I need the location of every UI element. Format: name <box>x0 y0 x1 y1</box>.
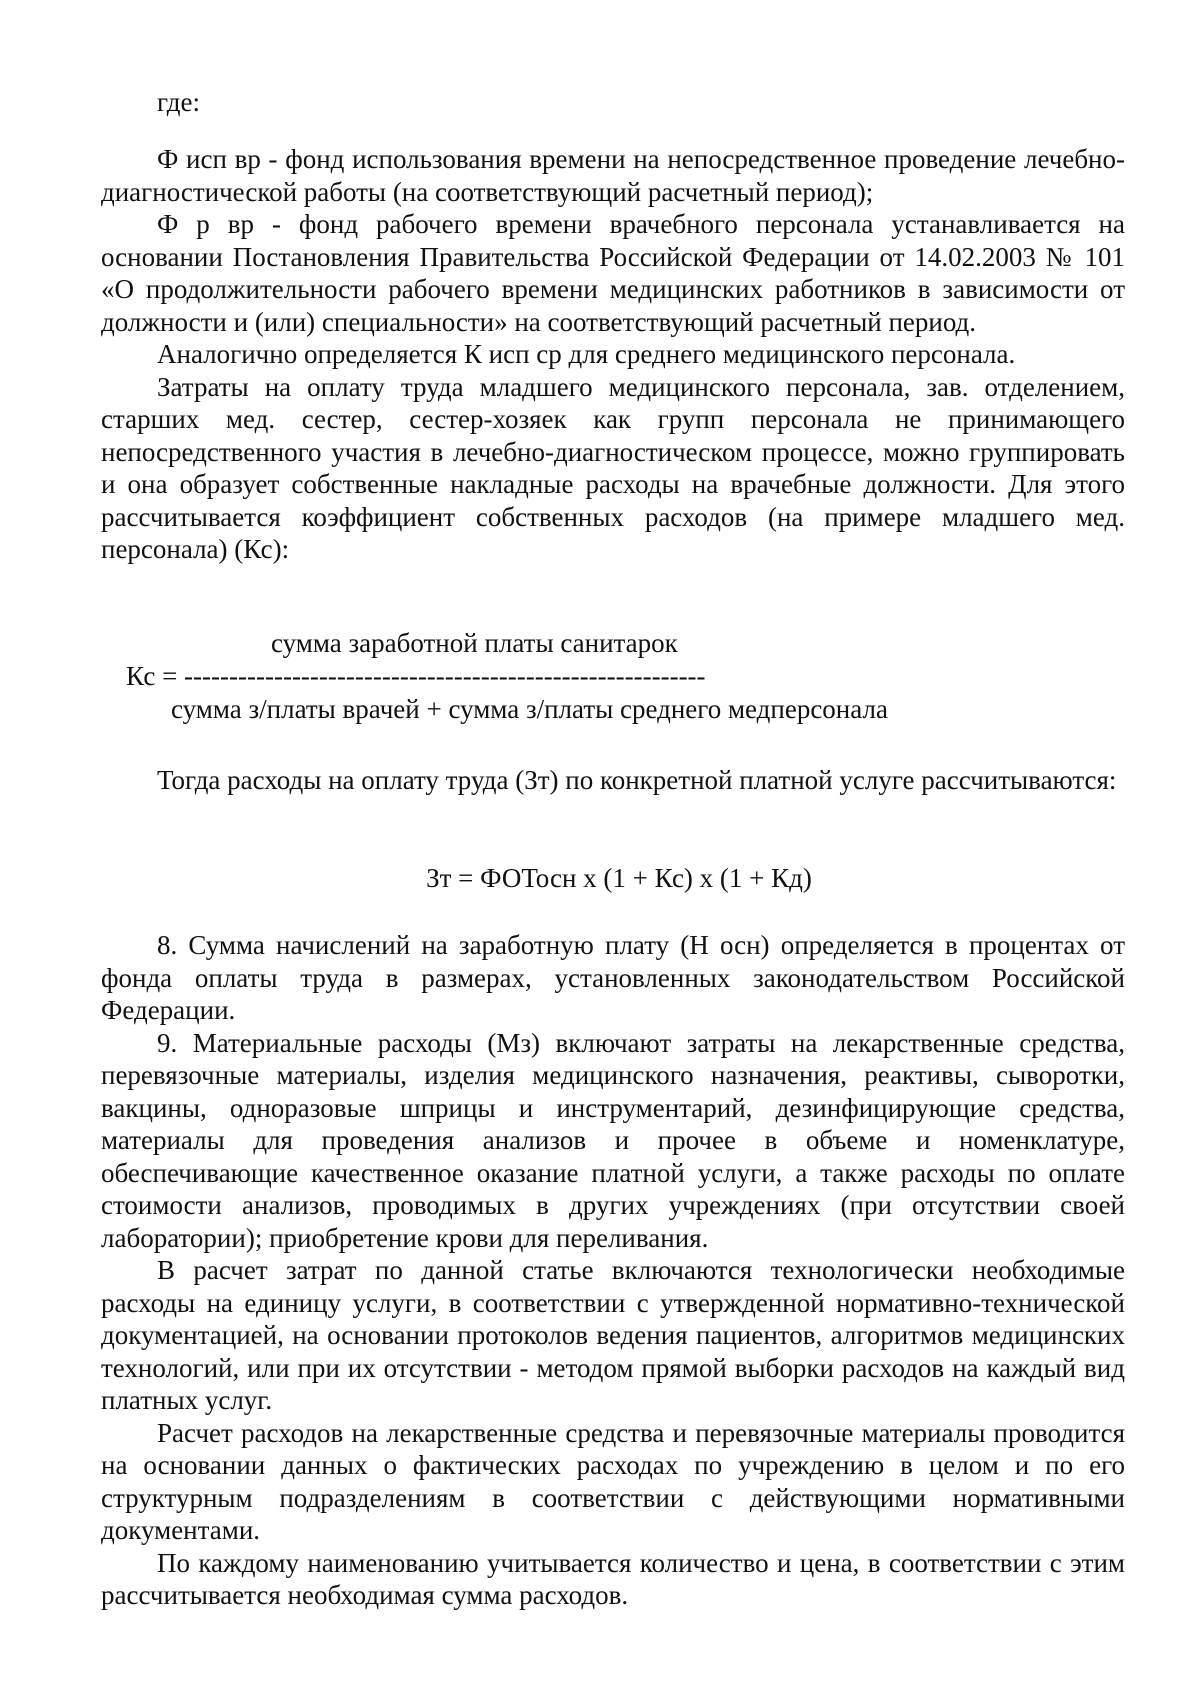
paragraph-item-8: 8. Сумма начислений на заработную плату (Н осн) определяется в процентах от фонда оплаты труда в размерах, установленных законодательством Российской Федерации. <box>101 930 1125 1025</box>
paragraph-k-isp-sr: Аналогично определяется К исп ср для среднего медицинского персонала. <box>157 339 1016 369</box>
fraction-denominator: сумма з/платы врачей + сумма з/платы среднего медперсонала <box>171 694 888 724</box>
zt-formula <box>101 862 1125 895</box>
fraction-line: Кс = ---------------------------------------------------------- <box>126 661 706 691</box>
zt-formula-text: Зт = ФОТосн х (1 + Кс) х (1 + Кд) <box>426 863 812 893</box>
then-paragraph-block <box>101 764 1125 797</box>
paragraph-then: Тогда расходы на оплату труда (Зт) по конкретной платной услуге рассчитываются: <box>157 765 1117 795</box>
paragraph-f-isp-vr: Ф исп вр - фонд использования времени на непосредственное проведение лечебно-диагностической работы (на соответствующий расчетный период); <box>101 144 1125 207</box>
kc-fraction-formula <box>101 627 1125 737</box>
paragraph-item-9: 9. Материальные расходы (Мз) включают затраты на лекарственные средства, перевязочные материалы, изделия медицинского назначения, реактивы, сыворотки, вакцины, одноразовые шприцы и инструментарий, дезинфицирующие средства, материалы для проведения анализов и прочее в объеме и номенклатуре, обеспечивающие качественное оказание платной услуги, а также расходы по оплате стоимости анализов, проводимых в других учреждениях (при отсутствии своей лаборатории); приобретение крови для переливания. <box>101 1027 1125 1253</box>
where-block <box>101 86 1125 119</box>
paragraph-medicines-calculation: Расчет расходов на лекарственные средства и перевязочные материалы проводится на основании данных о фактических расходах по учреждению в целом и по его структурным подразделениям в соответствии с действующими нормативными документами. <box>101 1417 1125 1545</box>
bottom-paragraphs <box>101 929 1125 1612</box>
top-paragraphs <box>101 143 1125 566</box>
fraction-numerator: сумма заработной платы санитарок <box>271 628 678 658</box>
paragraph-cost-calculation: В расчет затрат по данной статье включаются технологически необходимые расходы на единицу услуги, в соответствии с утвержденной нормативно-технической документацией, на основании протоколов ведения пациентов, алгоритмов медицинских технологий, или при их отсутствии - методом прямой выборки расходов на каждый вид платных услуг. <box>101 1255 1125 1415</box>
where-label: где: <box>157 87 200 117</box>
paragraph-junior-staff-costs: Затраты на оплату труда младшего медицинского персонала, зав. отделением, старших мед. сестер, сестер-хозяек как групп персонала не принимающего непосредственного участия в лечебно-диагностическом процессе, можно группировать и она образует собственные накладные расходы на врачебные должности. Для этого рассчитывается коэффициент собственных расходов (на примере младшего мед. персонала) (Кс): <box>101 371 1125 564</box>
paragraph-quantity-price: По каждому наименованию учитывается количество и цена, в соответствии с этим рассчитывается необходимая сумма расходов. <box>101 1547 1125 1610</box>
paragraph-f-r-vr: Ф р вр - фонд рабочего времени врачебного персонала устанавливается на основании Постановления Правительства Российской Федерации от 14.02.2003 № 101 «О продолжительности рабочего времени медицинских работников в зависимости от должности и (или) специальности» на соответствующий расчетный период. <box>101 209 1125 337</box>
